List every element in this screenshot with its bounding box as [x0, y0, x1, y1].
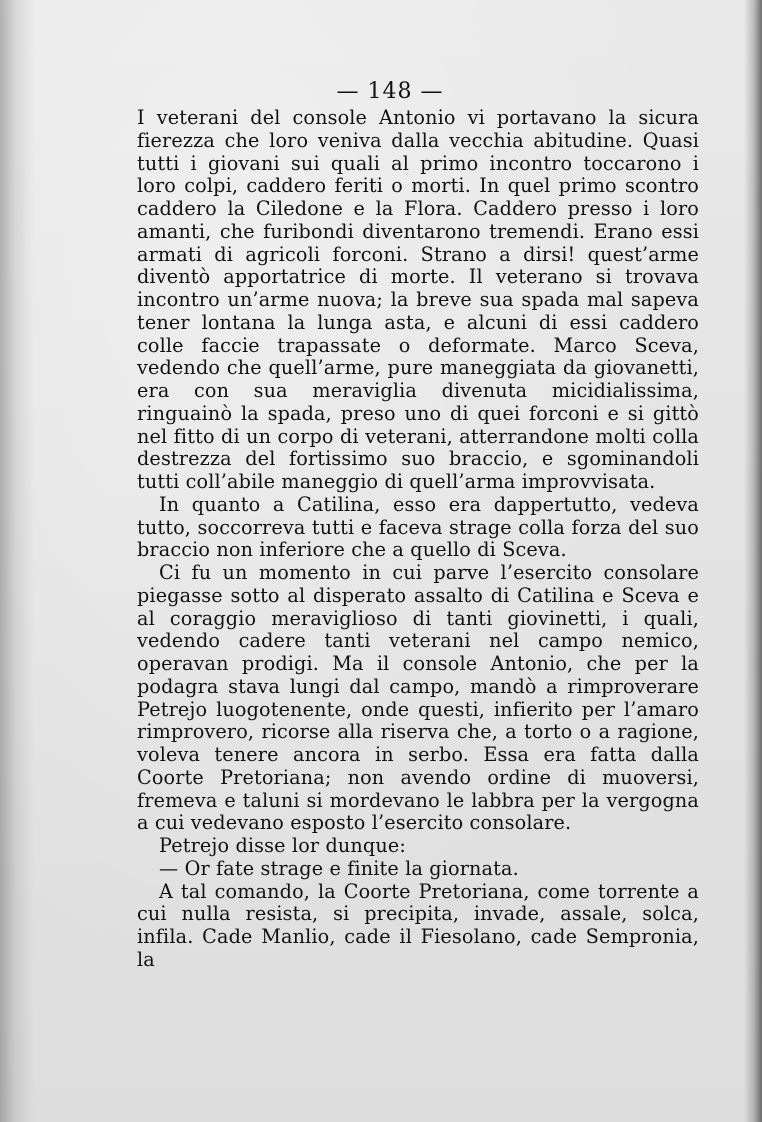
paragraph-3: Ci fu un momento in cui parve l’esercito consolare piegasse sotto al disperato assalto di Catilina e Sceva e al coraggio meraviglioso di tanti giovinetti, i quali, vedendo cadere tanti veterani nel campo nemico, operavan prodigi. Ma il console Antonio, che per la podagra stava lungi dal campo, mandò a rimproverare Petrejo luogotenente, onde questi, infierito per l’amaro rimprovero, ricorse alla riserva che, a torto o a ragione, voleva tenere ancora in serbo. Essa era fatta dalla Coorte Pretoriana; non avendo ordine di muoversi, fremeva e taluni si mordevano le labbra per la vergogna a cui vedevano esposto l’esercito consolare.: [137, 561, 699, 835]
paragraph-6: A tal comando, la Coorte Pretoriana, come torrente a cui nulla resista, si precipita, invade, assale, solca, infila. Cade Manlio, cade il Fiesolano, cade Sempronia, la: [137, 879, 699, 971]
binding-shadow: [0, 0, 34, 1122]
paragraph-5: — Or fate strage e finite la giornata.: [159, 856, 519, 880]
paragraph-2: In quanto a Catilina, esso era dappertutto, vedeva tutto, soccorreva tutti e faceva strage colla forza del suo braccio non inferiore che a quello di Sceva.: [137, 492, 699, 562]
paragraph-1: I veterani del console Antonio vi portavano la sicura fierezza che loro veniva dalla vecchia abitudine. Quasi tutti i giovani sui quali al primo incontro toccarono i loro colpi, caddero feriti o morti. In quel primo scontro caddero la Ciledone e la Flora. Caddero presso i loro amanti, che furibondi diventarono tremendi. Erano essi armati di agricoli forconi. Strano a dirsi! quest’arme diventò apportatrice di morte. Il veterano si trovava incontro un’arme nuova; la breve sua spada mal sapeva tener lontana la lunga asta, e alcuni di essi caddero colle faccie trapassate o deformate. Marco Sceva, vedendo che quell’arme, pure maneggiata da giovanetti, era con sua meraviglia divenuta micidialissima, ringuainò la spada, preso uno di quei forconi e si gittò nel fitto di un corpo di veterani, atterrandone molti colla destrezza del fortissimo suo braccio, e sgominandoli tutti coll’abile maneggio di quell’arma improvvisata.: [137, 106, 699, 493]
page-number: — 148 —: [336, 79, 444, 104]
paragraph-4: Petrejo disse lor dunque:: [159, 834, 406, 857]
page-edge: [744, 0, 762, 1122]
body-text: [137, 107, 699, 972]
